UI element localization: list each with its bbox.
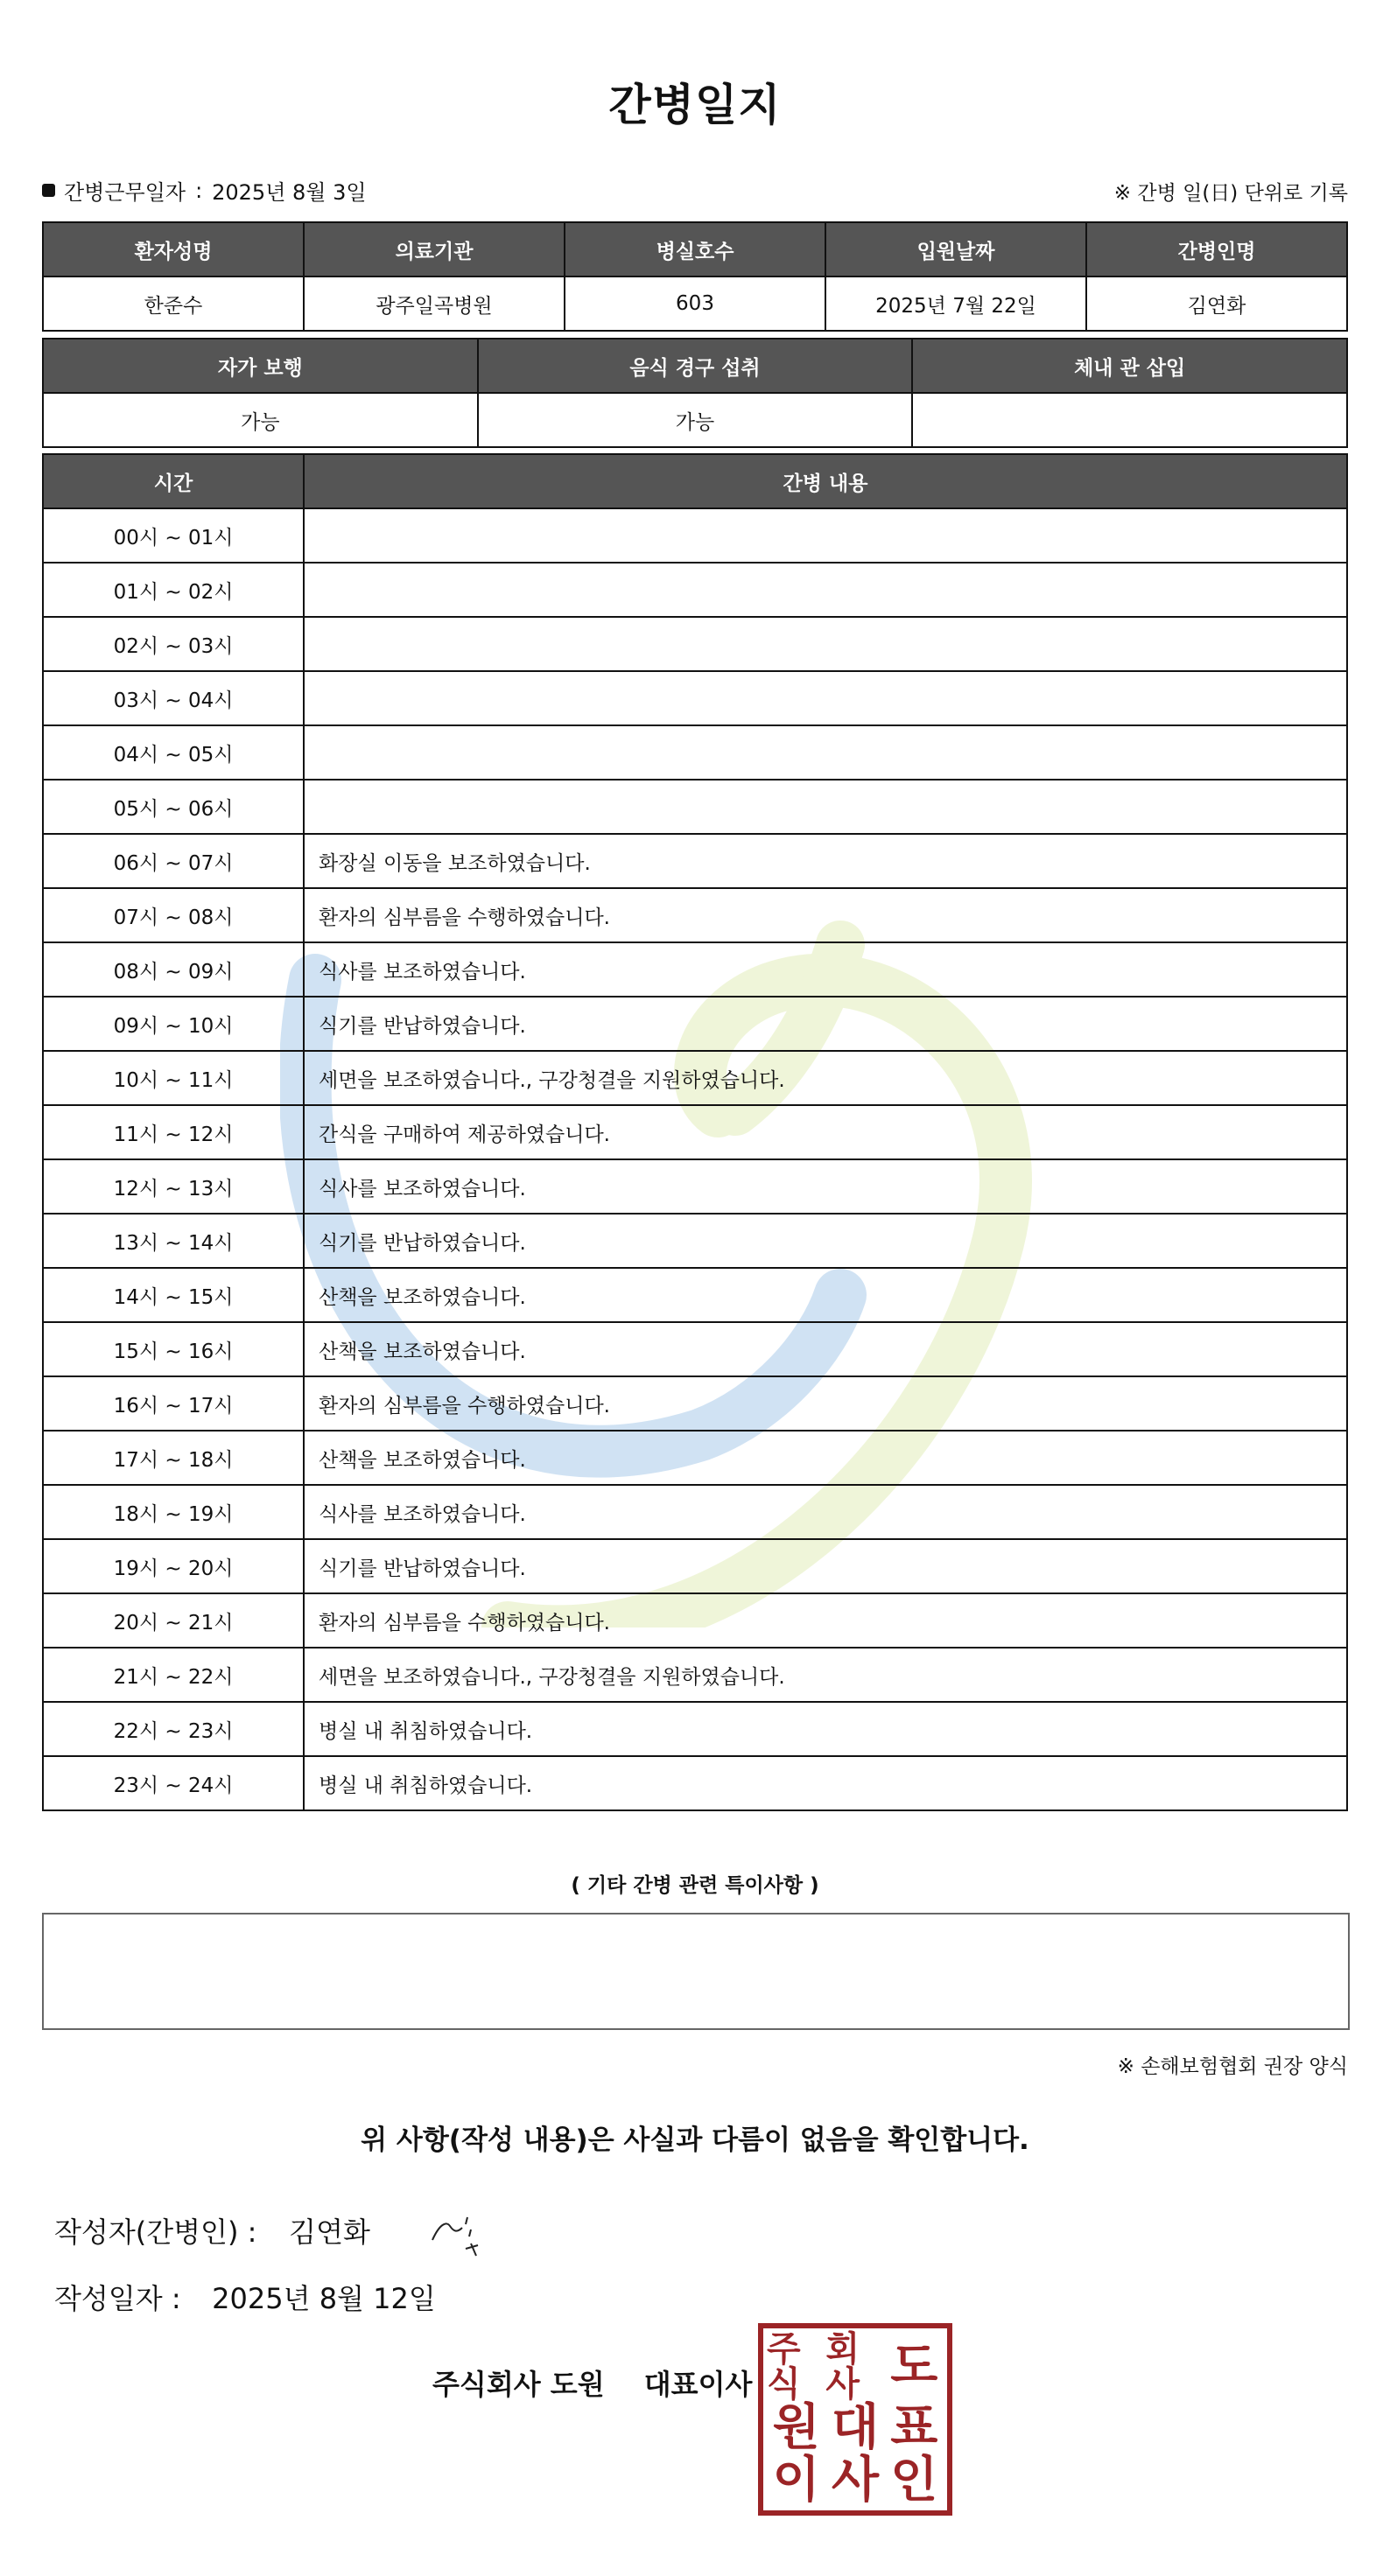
work-date-label: 간병근무일자 [64, 180, 186, 205]
seal-character: 사 [831, 2452, 880, 2509]
form-source-note: ※ 손해보험협회 권장 양식 [1117, 2055, 1348, 2078]
log-time: 12시 ~ 13시 [43, 1159, 304, 1214]
log-time: 08시 ~ 09시 [43, 942, 304, 997]
header-care-content: 간병 내용 [304, 454, 1347, 508]
writer-label: 작성자(간병인) : [54, 2216, 257, 2249]
log-time: 15시 ~ 16시 [43, 1322, 304, 1376]
admission-date: 2025년 7월 22일 [825, 276, 1086, 331]
oral-intake-value: 가능 [478, 393, 913, 447]
care-log-table [42, 453, 1348, 1811]
work-date-value: 2025년 8월 3일 [212, 180, 367, 205]
log-content: 화장실 이동을 보조하였습니다. [304, 834, 1347, 888]
log-time: 09시 ~ 10시 [43, 997, 304, 1051]
table-row [43, 997, 1347, 1051]
table-row [43, 1376, 1347, 1431]
table-row [43, 725, 1347, 780]
table-row [43, 1702, 1347, 1756]
confirmation-statement: 위 사항(작성 내용)은 사실과 다름이 없음을 확인합니다. [361, 2124, 1029, 2156]
log-content: 식기를 반납하였습니다. [304, 1539, 1347, 1593]
log-content: 병실 내 취침하였습니다. [304, 1702, 1347, 1756]
log-content: 산책을 보조하였습니다. [304, 1431, 1347, 1485]
log-content [304, 563, 1347, 617]
seal-character: 대 [831, 2399, 880, 2456]
patient-status-table [42, 338, 1348, 448]
room-number: 603 [565, 276, 825, 331]
table-row [43, 617, 1347, 671]
log-time: 19시 ~ 20시 [43, 1539, 304, 1593]
company-role: 대표이사 [643, 2368, 753, 2401]
table-row [43, 1648, 1347, 1702]
work-date [42, 175, 367, 206]
table-row [43, 942, 1347, 997]
status-header-row [43, 339, 1347, 393]
log-content: 식기를 반납하였습니다. [304, 997, 1347, 1051]
table-row [43, 1593, 1347, 1648]
log-time: 18시 ~ 19시 [43, 1485, 304, 1539]
header-hospital: 의료기관 [304, 222, 565, 276]
log-time: 20시 ~ 21시 [43, 1593, 304, 1648]
table-row [43, 888, 1347, 942]
notes-title: ( 기타 간병 관련 특이사항 ) [571, 1874, 819, 1897]
table-row [43, 1539, 1347, 1593]
write-date-line [54, 2277, 436, 2317]
table-row [43, 508, 1347, 563]
bullet-square-icon [42, 184, 55, 197]
log-content: 식사를 보조하였습니다. [304, 1485, 1347, 1539]
log-content: 세면을 보조하였습니다., 구강청결을 지원하였습니다. [304, 1648, 1347, 1702]
patient-info-value-row [43, 276, 1347, 331]
log-content: 식기를 반납하였습니다. [304, 1214, 1347, 1268]
log-content [304, 671, 1347, 725]
header-tube: 체내 관 삽입 [912, 339, 1347, 393]
table-row [43, 1485, 1347, 1539]
table-row [43, 1268, 1347, 1322]
log-time: 22시 ~ 23시 [43, 1702, 304, 1756]
care-log-body [43, 508, 1347, 1810]
company-line [432, 2362, 752, 2403]
log-time: 13시 ~ 14시 [43, 1214, 304, 1268]
caregiver-name: 김연화 [1086, 276, 1347, 331]
walking-value: 가능 [43, 393, 478, 447]
header-room: 병실호수 [565, 222, 825, 276]
header-admission-date: 입원날짜 [825, 222, 1086, 276]
writer-name: 김연화 [289, 2216, 370, 2249]
log-time: 00시 ~ 01시 [43, 508, 304, 563]
log-time: 06시 ~ 07시 [43, 834, 304, 888]
table-row [43, 1322, 1347, 1376]
log-content [304, 508, 1347, 563]
record-note: ※ 간병 일(日) 단위로 기록 [1113, 182, 1348, 205]
write-date-value: 2025년 8월 12일 [212, 2282, 436, 2315]
log-time: 21시 ~ 22시 [43, 1648, 304, 1702]
table-row [43, 1105, 1347, 1159]
table-row [43, 1431, 1347, 1485]
log-content: 병실 내 취침하였습니다. [304, 1756, 1347, 1810]
tube-value [912, 393, 1347, 447]
seal-character: 인 [890, 2452, 938, 2509]
log-content: 식사를 보조하였습니다. [304, 1159, 1347, 1214]
log-time: 14시 ~ 15시 [43, 1268, 304, 1322]
log-time: 03시 ~ 04시 [43, 671, 304, 725]
table-row [43, 780, 1347, 834]
status-value-row [43, 393, 1347, 447]
seal-character: 이 [772, 2452, 820, 2509]
table-row [43, 1051, 1347, 1105]
patient-name: 한준수 [43, 276, 304, 331]
work-date-separator: : [195, 178, 203, 203]
table-row [43, 1756, 1347, 1810]
log-content: 간식을 구매하여 제공하였습니다. [304, 1105, 1347, 1159]
signature [427, 2205, 497, 2266]
writer-line [54, 2210, 370, 2250]
log-time: 01시 ~ 02시 [43, 563, 304, 617]
seal-character: 표 [890, 2399, 938, 2456]
table-row [43, 671, 1347, 725]
log-content: 산책을 보조하였습니다. [304, 1322, 1347, 1376]
header-walking: 자가 보행 [43, 339, 478, 393]
company-seal-stamp [758, 2323, 952, 2516]
hospital-name: 광주일곡병원 [304, 276, 565, 331]
seal-character: 원 [772, 2399, 820, 2456]
log-content: 산책을 보조하였습니다. [304, 1268, 1347, 1322]
write-date-label: 작성일자 : [54, 2282, 181, 2315]
company-name: 주식회사 도원 [432, 2368, 605, 2401]
log-content: 환자의 심부름을 수행하였습니다. [304, 1593, 1347, 1648]
table-row [43, 563, 1347, 617]
log-content: 식사를 보조하였습니다. [304, 942, 1347, 997]
care-log-header-row [43, 454, 1347, 508]
table-row [43, 834, 1347, 888]
log-time: 07시 ~ 08시 [43, 888, 304, 942]
patient-info-header-row [43, 222, 1347, 276]
header-patient-name: 환자성명 [43, 222, 304, 276]
log-time: 05시 ~ 06시 [43, 780, 304, 834]
seal-character: 주식 [767, 2329, 801, 2404]
seal-character: 회사 [825, 2329, 860, 2404]
log-time: 17시 ~ 18시 [43, 1431, 304, 1485]
notes-box [42, 1913, 1350, 2030]
log-time: 10시 ~ 11시 [43, 1051, 304, 1105]
patient-info-table [42, 221, 1348, 332]
log-content: 환자의 심부름을 수행하였습니다. [304, 888, 1347, 942]
log-content: 환자의 심부름을 수행하였습니다. [304, 1376, 1347, 1431]
log-content [304, 780, 1347, 834]
log-time: 04시 ~ 05시 [43, 725, 304, 780]
header-oral-intake: 음식 경구 섭취 [478, 339, 913, 393]
log-content [304, 617, 1347, 671]
table-row [43, 1159, 1347, 1214]
log-time: 23시 ~ 24시 [43, 1756, 304, 1810]
page-title: 간병일지 [608, 80, 782, 130]
header-time: 시간 [43, 454, 304, 508]
log-time: 16시 ~ 17시 [43, 1376, 304, 1431]
table-row [43, 1214, 1347, 1268]
seal-character: 도 [890, 2338, 938, 2395]
log-content [304, 725, 1347, 780]
log-time: 02시 ~ 03시 [43, 617, 304, 671]
log-time: 11시 ~ 12시 [43, 1105, 304, 1159]
log-content: 세면을 보조하였습니다., 구강청결을 지원하였습니다. [304, 1051, 1347, 1105]
header-caregiver: 간병인명 [1086, 222, 1347, 276]
